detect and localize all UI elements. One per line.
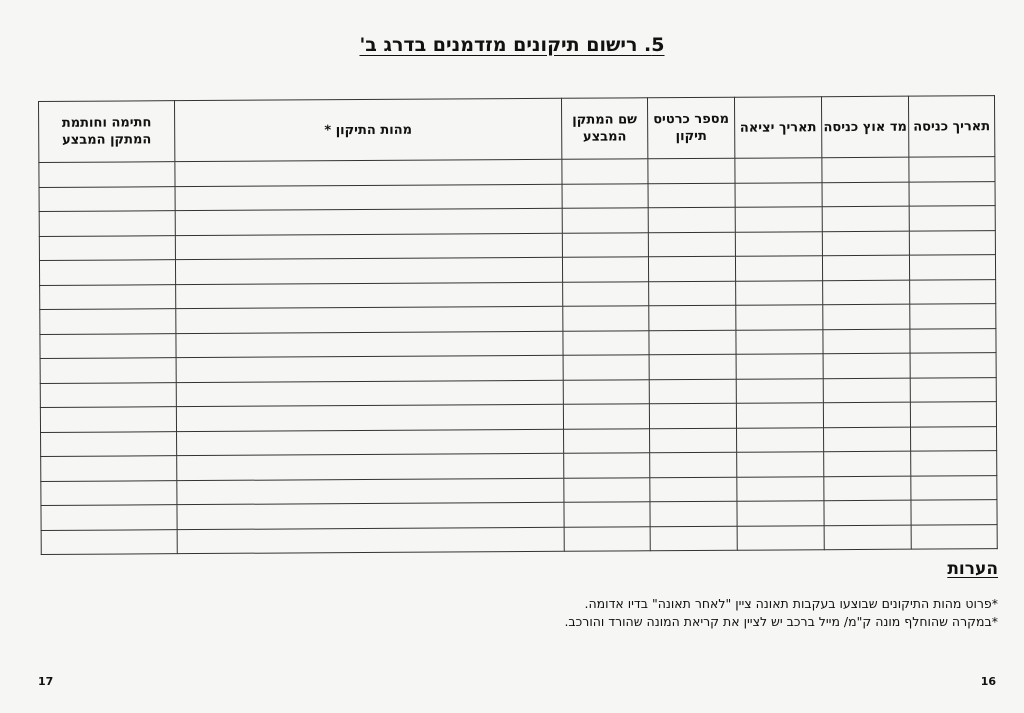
table-cell[interactable] [823, 378, 910, 403]
table-cell[interactable] [39, 211, 175, 236]
table-cell[interactable] [909, 157, 995, 182]
table-cell[interactable] [911, 426, 997, 451]
table-cell[interactable] [822, 255, 909, 280]
table-cell[interactable] [40, 284, 176, 309]
page-number-right: 16 [980, 675, 996, 688]
table-cell[interactable] [175, 159, 562, 186]
table-cell[interactable] [41, 529, 177, 554]
header-repair-nature: מהות התיקון * [175, 98, 562, 161]
table-cell[interactable] [910, 377, 996, 402]
table-cell[interactable] [41, 456, 177, 481]
notes-title: הערות [947, 559, 998, 579]
table-row [41, 524, 997, 554]
table-cell[interactable] [650, 501, 737, 526]
table-cell[interactable] [736, 354, 823, 379]
table-cell[interactable] [649, 379, 736, 404]
table-cell[interactable] [562, 159, 648, 184]
table-cell[interactable] [824, 525, 911, 550]
table-cell[interactable] [40, 358, 176, 383]
table-cell[interactable] [649, 403, 736, 428]
repairs-table-wrapper [38, 95, 997, 553]
table-cell[interactable] [737, 501, 824, 526]
table-cell[interactable] [564, 502, 650, 527]
table-cell[interactable] [563, 306, 649, 331]
table-cell[interactable] [175, 208, 562, 235]
table-cell[interactable] [911, 475, 997, 500]
table-cell[interactable] [562, 208, 648, 233]
table-cell[interactable] [911, 524, 997, 549]
table-cell[interactable] [823, 329, 910, 354]
table-cell[interactable] [563, 404, 649, 429]
table-cell[interactable] [564, 477, 650, 502]
table-cell[interactable] [40, 382, 176, 407]
table-cell[interactable] [176, 380, 563, 407]
table-cell[interactable] [41, 431, 177, 456]
table-cell[interactable] [909, 181, 995, 206]
table-cell[interactable] [910, 304, 996, 329]
table-cell[interactable] [562, 232, 648, 257]
table-cell[interactable] [822, 231, 909, 256]
table-body [39, 157, 997, 555]
table-cell[interactable] [40, 309, 176, 334]
header-repairer-name: שם המתקן המבצע [561, 98, 647, 160]
table-cell[interactable] [822, 182, 909, 207]
note-line: *במקרה שהוחלף מונה ק"מ/ מייל ברכב יש לציין את קריאת המונה שהורד והורכב. [564, 614, 998, 629]
table-cell[interactable] [177, 478, 564, 505]
table-cell[interactable] [39, 235, 175, 260]
table-cell[interactable] [910, 328, 996, 353]
table-cell[interactable] [562, 257, 648, 282]
table-cell[interactable] [650, 452, 737, 477]
table-cell[interactable] [823, 402, 910, 427]
table-cell[interactable] [649, 281, 736, 306]
table-cell[interactable] [40, 333, 176, 358]
table-cell[interactable] [909, 230, 995, 255]
table-cell[interactable] [822, 157, 909, 182]
header-exit-date: תאריך יציאה [734, 97, 821, 159]
page-number-left: 17 [38, 675, 54, 688]
table-cell[interactable] [824, 451, 911, 476]
table-cell[interactable] [737, 525, 824, 550]
table-cell[interactable] [648, 256, 735, 281]
table-cell[interactable] [824, 427, 911, 452]
table-cell[interactable] [563, 330, 649, 355]
table-cell[interactable] [41, 505, 177, 530]
table-cell[interactable] [823, 304, 910, 329]
table-cell[interactable] [176, 282, 563, 309]
table-cell[interactable] [176, 355, 563, 382]
table-cell[interactable] [736, 305, 823, 330]
table-cell[interactable] [650, 477, 737, 502]
table-cell[interactable] [911, 451, 997, 476]
table-cell[interactable] [735, 256, 822, 281]
table-cell[interactable] [736, 403, 823, 428]
page-title: 5. רישום תיקונים מזדמנים בדרג ב' [359, 34, 665, 56]
table-cell[interactable] [737, 452, 824, 477]
table-cell[interactable] [39, 260, 175, 285]
header-repair-card-number: מספר כרטיס תיקון [647, 97, 734, 159]
table-cell[interactable] [736, 329, 823, 354]
table-cell[interactable] [735, 182, 822, 207]
table-cell[interactable] [737, 427, 824, 452]
table-cell[interactable] [563, 355, 649, 380]
table-cell[interactable] [648, 183, 735, 208]
table-cell[interactable] [649, 305, 736, 330]
table-cell[interactable] [736, 378, 823, 403]
table-cell[interactable] [177, 453, 564, 480]
table-cell[interactable] [564, 428, 650, 453]
table-cell[interactable] [176, 331, 563, 358]
table-cell[interactable] [737, 476, 824, 501]
table-cell[interactable] [649, 354, 736, 379]
table-cell[interactable] [175, 257, 562, 284]
table-cell[interactable] [909, 206, 995, 231]
table-cell[interactable] [910, 402, 996, 427]
table-cell[interactable] [824, 476, 911, 501]
table-cell[interactable] [39, 186, 175, 211]
table-cell[interactable] [41, 480, 177, 505]
table-cell[interactable] [177, 502, 564, 529]
table-cell[interactable] [562, 183, 648, 208]
table-cell[interactable] [175, 184, 562, 211]
header-signature-stamp: חתימה וחותמת המתקן המבצע [39, 101, 175, 163]
table-cell[interactable] [648, 207, 735, 232]
table-cell[interactable] [176, 404, 563, 431]
repairs-table [38, 95, 998, 555]
table-cell[interactable] [564, 453, 650, 478]
table-cell[interactable] [910, 353, 996, 378]
table-cell[interactable] [823, 280, 910, 305]
table-cell[interactable] [649, 330, 736, 355]
header-entry-odometer: מד אוץ כניסה [821, 96, 908, 158]
table-cell[interactable] [563, 281, 649, 306]
table-cell[interactable] [822, 206, 909, 231]
table-cell[interactable] [909, 255, 995, 280]
table-cell[interactable] [648, 232, 735, 257]
table-cell[interactable] [824, 500, 911, 525]
table-cell[interactable] [177, 429, 564, 456]
table-cell[interactable] [564, 526, 650, 551]
table-cell[interactable] [177, 527, 564, 554]
table-cell[interactable] [910, 279, 996, 304]
table-cell[interactable] [911, 500, 997, 525]
table-cell[interactable] [40, 407, 176, 432]
table-cell[interactable] [176, 306, 563, 333]
table-cell[interactable] [39, 162, 175, 187]
table-cell[interactable] [823, 353, 910, 378]
table-cell[interactable] [650, 526, 737, 551]
table-cell[interactable] [563, 379, 649, 404]
table-cell[interactable] [648, 158, 735, 183]
table-cell[interactable] [735, 158, 822, 183]
table-cell[interactable] [735, 231, 822, 256]
table-header-row [39, 96, 995, 163]
table-cell[interactable] [735, 207, 822, 232]
table-cell[interactable] [175, 233, 562, 260]
table-cell[interactable] [736, 280, 823, 305]
table-cell[interactable] [650, 428, 737, 453]
header-entry-date: תאריך כניסה [908, 96, 994, 158]
note-line: *פרוט מהות התיקונים שבוצעו בעקבות תאונה ציין "לאחר תאונה" בדיו אדומה. [584, 596, 998, 611]
